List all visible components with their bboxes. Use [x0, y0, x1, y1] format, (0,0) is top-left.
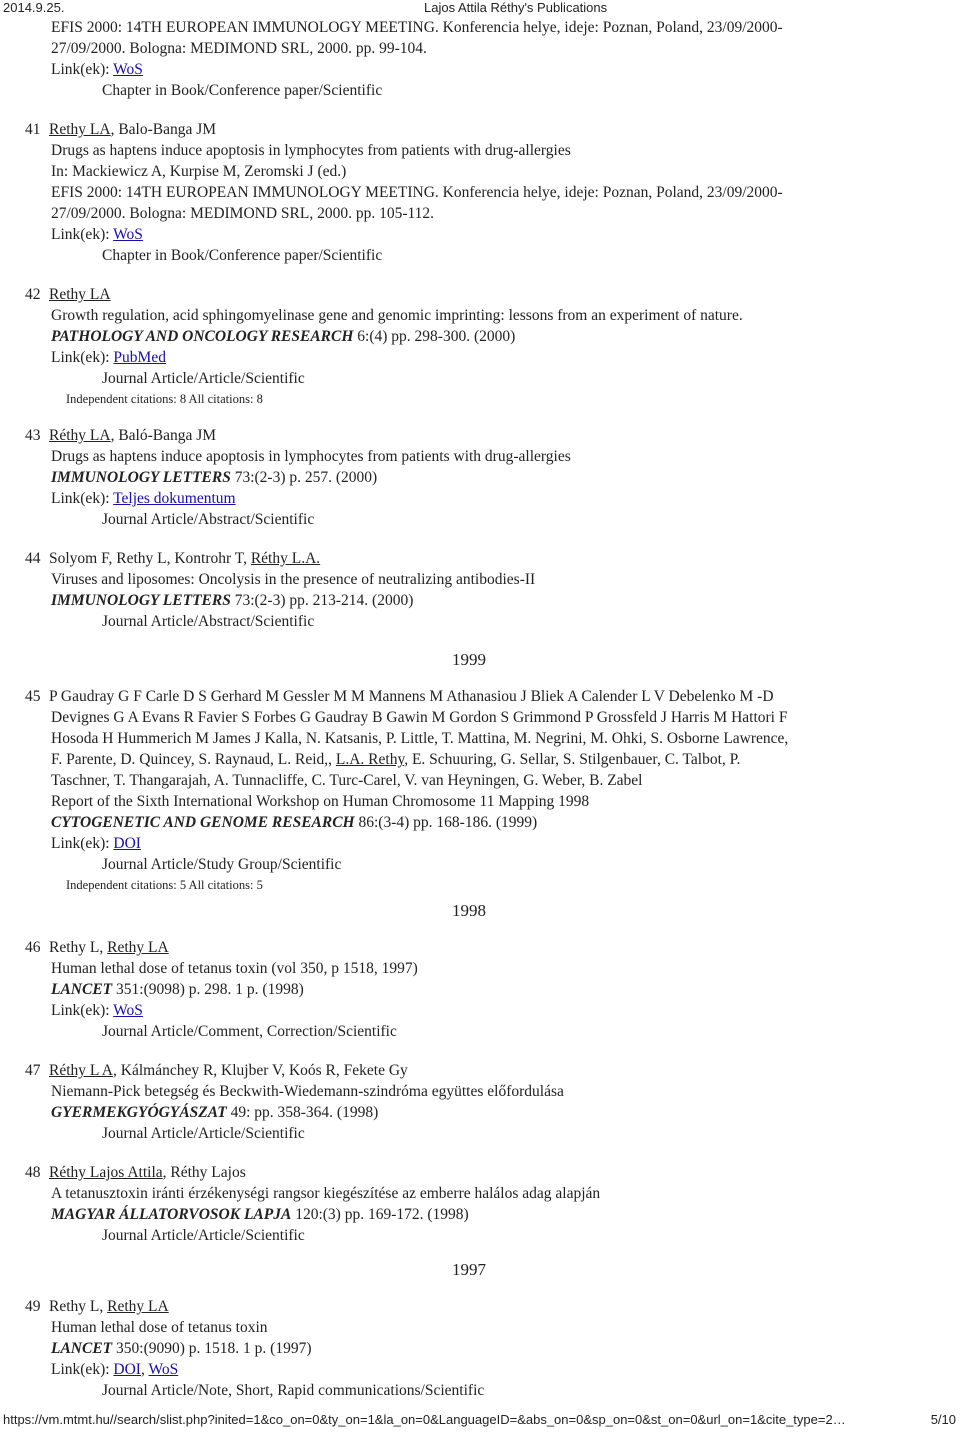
journal-name: IMMUNOLOGY LETTERS — [51, 592, 231, 609]
entry-number: 49 — [25, 1298, 41, 1315]
conference-info: 27/09/2000. Bologna: MEDIMOND SRL, 2000. pp. 105-112. — [51, 205, 435, 222]
journal-reference — [0, 590, 960, 611]
coauthors: Rethy L, — [49, 1298, 108, 1315]
link-label: Link(ek): — [51, 349, 114, 366]
journal-reference — [0, 1338, 960, 1359]
publication-type: Chapter in Book/Conference paper/Scientific — [102, 82, 383, 99]
publication-type: Chapter in Book/Conference paper/Scientific — [102, 247, 383, 264]
publication-entry-45 — [0, 686, 960, 895]
wos-link[interactable]: WoS — [148, 1361, 179, 1378]
author-name: Rethy LA — [49, 286, 111, 303]
journal-ref: 350:(9090) p. 1518. 1 p. (1997) — [112, 1340, 312, 1357]
entry-number: 45 — [25, 688, 41, 705]
link-row — [0, 1359, 960, 1380]
author-row — [0, 548, 960, 569]
author-row — [0, 284, 960, 305]
page-url: https://vm.mtmt.hu//search/slist.php?inited=1&co_on=0&ty_on=1&la_on=0&LanguageID=&abs_on=0&sp_on=0&st_on=0&url_on=1&cite_type=2… — [3, 1412, 846, 1427]
author-name: Réthy L A — [49, 1062, 114, 1079]
author-name: Réthy Lajos Attila — [49, 1164, 163, 1181]
publication-type: Journal Article/Abstract/Scientific — [102, 511, 315, 528]
publication-type: Journal Article/Abstract/Scientific — [102, 613, 315, 630]
journal-name: LANCET — [51, 1340, 113, 1357]
coauthors: Devignes G A Evans R Favier S Forbes G Gaudray B Gawin M Gordon S Grimmond P Grossfeld J Harris M Hattori F — [51, 709, 788, 726]
publication-title: Niemann-Pick betegség és Beckwith-Wiedemann-szindróma együttes előfordulása — [51, 1083, 564, 1100]
journal-ref: 49: pp. 358-364. (1998) — [226, 1104, 379, 1121]
wos-link[interactable]: WoS — [113, 226, 143, 243]
publication-entry-43 — [0, 425, 960, 530]
conference-info: EFIS 2000: 14TH EUROPEAN IMMUNOLOGY MEETING. Konferencia helye, ideje: Poznan, Poland, 23/09/2000- — [51, 19, 783, 36]
link-row — [0, 833, 960, 854]
journal-reference — [0, 326, 960, 347]
journal-name: MAGYAR ÁLLATORVOSOK LAPJA — [51, 1206, 292, 1223]
conference-info: EFIS 2000: 14TH EUROPEAN IMMUNOLOGY MEETING. Konferencia helye, ideje: Poznan, Poland, 23/09/2000- — [51, 184, 783, 201]
wos-link[interactable]: WoS — [113, 1002, 143, 1019]
year-heading-1997: 1997 — [452, 1260, 486, 1279]
journal-reference — [0, 1102, 960, 1123]
pubmed-link[interactable]: PubMed — [113, 349, 166, 366]
journal-ref: 351:(9098) p. 298. 1 p. (1998) — [112, 981, 304, 998]
journal-ref: 120:(3) pp. 169-172. (1998) — [291, 1206, 469, 1223]
print-footer — [0, 1412, 960, 1430]
publication-type: Journal Article/Study Group/Scientific — [102, 856, 342, 873]
author-name: Rethy LA — [49, 121, 111, 138]
conference-info: 27/09/2000. Bologna: MEDIMOND SRL, 2000. pp. 99-104. — [51, 40, 427, 57]
publication-type: Journal Article/Note, Short, Rapid communications/Scientific — [102, 1382, 485, 1399]
journal-name: LANCET — [51, 981, 113, 998]
author-name: Réthy L.A. — [250, 550, 321, 567]
link-row — [0, 488, 960, 509]
entry-number: 44 — [25, 550, 41, 567]
publication-title: Drugs as haptens induce apoptosis in lymphocytes from patients with drug-allergies — [51, 142, 571, 159]
author-row — [0, 749, 960, 770]
journal-reference — [0, 1204, 960, 1225]
wos-link[interactable]: WoS — [113, 61, 143, 78]
author-name: L.A. Rethy — [335, 751, 405, 768]
author-row — [0, 425, 960, 446]
link-label: Link(ek): — [51, 226, 114, 243]
author-row — [0, 119, 960, 140]
coauthors: , Kálmánchey R, Klujber V, Koós R, Fekete Gy — [113, 1062, 408, 1079]
coauthors: , Réthy Lajos — [162, 1164, 246, 1181]
author-name: Rethy LA — [107, 939, 169, 956]
entry-number: 43 — [25, 427, 41, 444]
journal-name: GYERMEKGYÓGYÁSZAT — [51, 1104, 227, 1121]
link-row — [0, 224, 960, 245]
coauthors: Hosoda H Hummerich M James J Kalla, N. Katsanis, P. Little, T. Mattina, M. Negrini, M. Ohki, S. Osborne Lawrence, — [51, 730, 789, 747]
journal-name: IMMUNOLOGY LETTERS — [51, 469, 231, 486]
author-name: Réthy LA — [49, 427, 111, 444]
print-title: Lajos Attila Réthy's Publications — [424, 0, 608, 15]
coauthors: Rethy L, — [49, 939, 108, 956]
link-label: Link(ek): — [51, 61, 114, 78]
entry-number: 48 — [25, 1164, 41, 1181]
author-name: Rethy LA — [107, 1298, 169, 1315]
link-row — [0, 1000, 960, 1021]
publication-entry-48 — [0, 1162, 960, 1246]
journal-ref: 6:(4) pp. 298-300. (2000) — [353, 328, 516, 345]
publication-list — [0, 17, 960, 1401]
journal-reference — [0, 979, 960, 1000]
coauthors: , E. Schuuring, G. Sellar, S. Stilgenbauer, C. Talbot, P. — [404, 751, 741, 768]
year-heading-1998: 1998 — [452, 901, 486, 920]
journal-reference — [0, 812, 960, 833]
publication-entry-49 — [0, 1296, 960, 1401]
publication-entry-41 — [0, 119, 960, 266]
journal-name: PATHOLOGY AND ONCOLOGY RESEARCH — [51, 328, 354, 345]
link-separator: , — [140, 1361, 149, 1378]
publication-entry-42 — [0, 284, 960, 409]
author-row — [0, 686, 960, 707]
publication-title: A tetanusztoxin iránti érzékenységi rangsor kiegészítése az emberre halálos adag alapján — [51, 1185, 601, 1202]
coauthors: , Balo-Banga JM — [110, 121, 217, 138]
page-number: 5/10 — [930, 1412, 956, 1427]
author-row — [0, 1162, 960, 1183]
publication-title: Growth regulation, acid sphingomyelinase gene and genomic imprinting: lessons from an experiment of nature. — [51, 307, 743, 324]
doi-link[interactable]: DOI — [113, 1361, 141, 1378]
coauthors: Solyom F, Rethy L, Kontrohr T, — [49, 550, 251, 567]
publication-title: Human lethal dose of tetanus toxin — [51, 1319, 268, 1336]
link-label: Link(ek): — [51, 490, 114, 507]
publication-type: Journal Article/Comment, Correction/Scientific — [102, 1023, 397, 1040]
entry-number: 47 — [25, 1062, 41, 1079]
publication-entry-46 — [0, 937, 960, 1042]
year-heading-1999: 1999 — [452, 650, 486, 669]
publication-title: Drugs as haptens induce apoptosis in lymphocytes from patients with drug-allergies — [51, 448, 571, 465]
author-row — [0, 1060, 960, 1081]
publication-type: Journal Article/Article/Scientific — [102, 370, 305, 387]
coauthors: F. Parente, D. Quincey, S. Raynaud, L. Reid,, — [51, 751, 336, 768]
publication-entry-47 — [0, 1060, 960, 1144]
publication-entry-44 — [0, 548, 960, 632]
entry-number: 46 — [25, 939, 41, 956]
journal-ref: 86:(3-4) pp. 168-186. (1999) — [354, 814, 538, 831]
citation-count: Independent citations: 8 All citations: 8 — [66, 392, 263, 406]
editors: In: Mackiewicz A, Kurpise M, Zeromski J (ed.) — [51, 163, 347, 180]
journal-ref: 73:(2-3) pp. 213-214. (2000) — [230, 592, 414, 609]
entry-number: 42 — [25, 286, 41, 303]
publication-type: Journal Article/Article/Scientific — [102, 1125, 305, 1142]
coauthors: , Baló-Banga JM — [110, 427, 217, 444]
journal-ref: 73:(2-3) p. 257. (2000) — [230, 469, 378, 486]
journal-reference — [0, 467, 960, 488]
author-row — [0, 1296, 960, 1317]
publication-type: Journal Article/Article/Scientific — [102, 1227, 305, 1244]
link-label: Link(ek): — [51, 835, 114, 852]
entry-number: 41 — [25, 121, 41, 138]
print-date: 2014.9.25. — [3, 0, 65, 15]
link-row — [0, 347, 960, 368]
coauthors: P Gaudray G F Carle D S Gerhard M Gessler M M Mannens M Athanasiou J Bliek A Calender L V Debelenko M -D — [49, 688, 774, 705]
journal-name: CYTOGENETIC AND GENOME RESEARCH — [51, 814, 355, 831]
publication-title: Human lethal dose of tetanus toxin (vol 350, p 1518, 1997) — [51, 960, 418, 977]
print-header — [0, 0, 960, 16]
publication-title: Report of the Sixth International Workshop on Human Chromosome 11 Mapping 1998 — [51, 793, 590, 810]
link-label: Link(ek): — [51, 1002, 114, 1019]
publication-entry-40-continued — [0, 17, 960, 101]
author-row — [0, 937, 960, 958]
link-label: Link(ek): — [51, 1361, 114, 1378]
citation-count: Independent citations: 5 All citations: 5 — [66, 878, 263, 892]
full-document-link[interactable]: Teljes dokumentum — [113, 490, 236, 507]
link-row — [0, 59, 960, 80]
doi-link[interactable]: DOI — [113, 835, 141, 852]
publication-title: Viruses and liposomes: Oncolysis in the presence of neutralizing antibodies-II — [51, 571, 536, 588]
coauthors: Taschner, T. Thangarajah, A. Tunnacliffe, C. Turc-Carel, V. van Heyningen, G. Weber, B. Zabel — [51, 772, 643, 789]
